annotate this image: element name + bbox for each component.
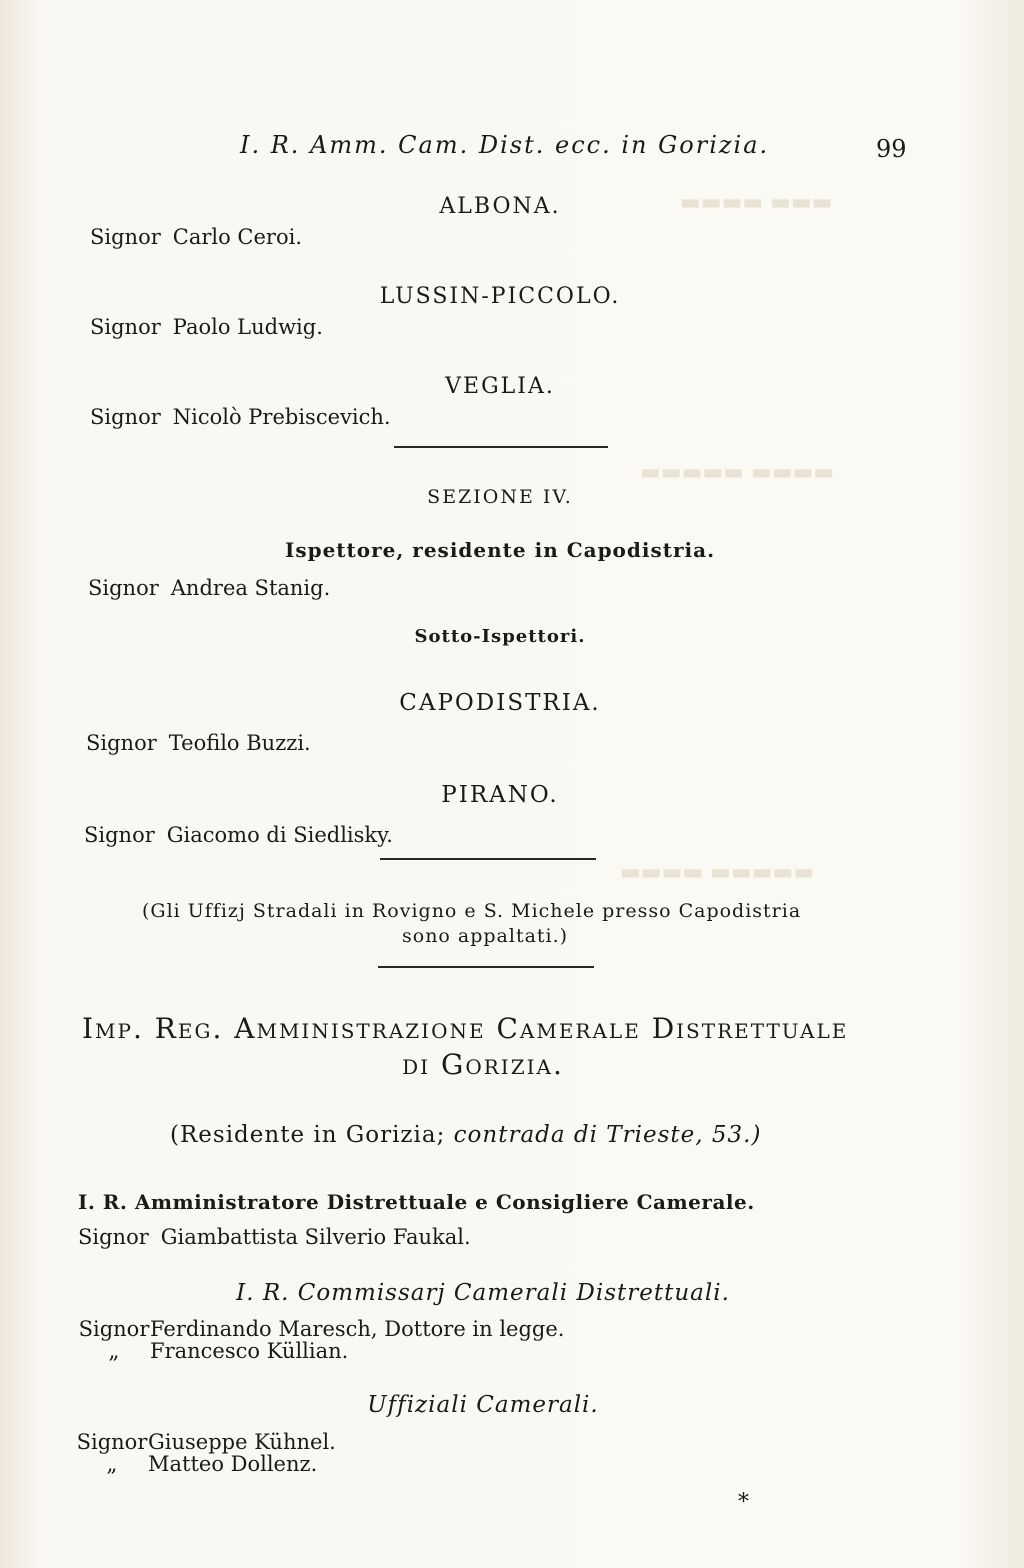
person-name: Giuseppe Kühnel.: [148, 1430, 336, 1454]
signature-mark: *: [738, 1490, 749, 1515]
title-signor: Signor: [84, 823, 155, 847]
show-through-decoration: ▬▬▬▬ ▬▬▬▬▬: [640, 460, 835, 485]
title-signor: Signor: [90, 315, 161, 339]
person-entry: [86, 731, 311, 755]
title-signor: Signor: [76, 1430, 148, 1454]
commissari-heading: I. R. Commissarj Camerali Distrettuali.: [236, 1280, 730, 1306]
section-divider: [378, 966, 594, 968]
person-entry: [90, 405, 391, 429]
place-heading: PIRANO.: [441, 782, 559, 808]
title-signor: Signor: [90, 225, 161, 249]
person-entry: [76, 1452, 317, 1476]
page-number: 99: [876, 135, 907, 163]
person-name: Paolo Ludwig.: [172, 315, 323, 339]
administrator-heading: I. R. Amministratore Distrettuale e Consigliere Camerale.: [78, 1190, 755, 1214]
person-name: Andrea Stanig.: [170, 576, 331, 600]
show-through-decoration: ▬▬▬ ▬▬▬▬: [680, 190, 833, 215]
person-entry: [84, 823, 393, 847]
title-signor: Signor: [78, 1225, 149, 1249]
person-entry: [78, 1225, 471, 1249]
running-title: I. R. Amm. Cam. Dist. ecc. in Gorizia.: [240, 131, 770, 159]
section-heading: SEZIONE IV.: [427, 486, 573, 508]
person-name: Nicolò Prebiscevich.: [172, 405, 391, 429]
residence-address: contrada di Trieste, 53.): [453, 1122, 762, 1148]
note-line: sono appaltati.): [402, 925, 569, 947]
person-name: Teofilo Buzzi.: [168, 731, 311, 755]
person-entry: [78, 1339, 348, 1363]
office-title: Imp. Reg. Amministrazione Camerale Distrettuale: [82, 1012, 849, 1045]
show-through-decoration: ▬▬▬▬▬ ▬▬▬▬: [620, 860, 815, 885]
person-entry: [90, 225, 302, 249]
sub-inspectors-heading: Sotto-Ispettori.: [414, 626, 586, 647]
title-signor: Signor: [86, 731, 157, 755]
title-signor: Signor: [90, 405, 161, 429]
title-signor: Signor: [78, 1317, 150, 1341]
ditto-mark: „: [108, 1339, 120, 1363]
person-name: Ferdinando Maresch, Dottore in legge.: [150, 1317, 565, 1341]
place-heading: LUSSIN-PICCOLO.: [379, 284, 621, 309]
note-line: (Gli Uffizj Stradali in Rovigno e S. Michele presso Capodistria: [142, 900, 802, 922]
person-entry: [88, 576, 330, 600]
residence-line: [170, 1122, 761, 1148]
title-signor: Signor: [88, 576, 159, 600]
section-divider: [394, 446, 608, 448]
inspector-heading: Ispettore, residente in Capodistria.: [284, 538, 716, 562]
person-entry: [76, 1430, 336, 1454]
person-name: Carlo Ceroi.: [172, 225, 302, 249]
place-heading: ALBONA.: [439, 194, 561, 219]
ditto-mark: „: [106, 1452, 118, 1476]
residence-prefix: (Residente in Gorizia;: [170, 1122, 446, 1148]
office-title-line2: di Gorizia.: [402, 1048, 564, 1081]
person-name: Francesco Küllian.: [150, 1339, 349, 1363]
person-name: Giacomo di Siedlisky.: [166, 823, 393, 847]
person-entry: [90, 315, 323, 339]
person-name: Matteo Dollenz.: [148, 1452, 318, 1476]
place-heading: CAPODISTRIA.: [399, 690, 601, 716]
ufficiali-heading: Uffiziali Camerali.: [367, 1392, 599, 1418]
person-entry: [78, 1317, 564, 1341]
place-heading: VEGLIA.: [445, 374, 555, 399]
section-divider: [380, 858, 596, 860]
person-name: Giambattista Silverio Faukal.: [160, 1225, 471, 1249]
